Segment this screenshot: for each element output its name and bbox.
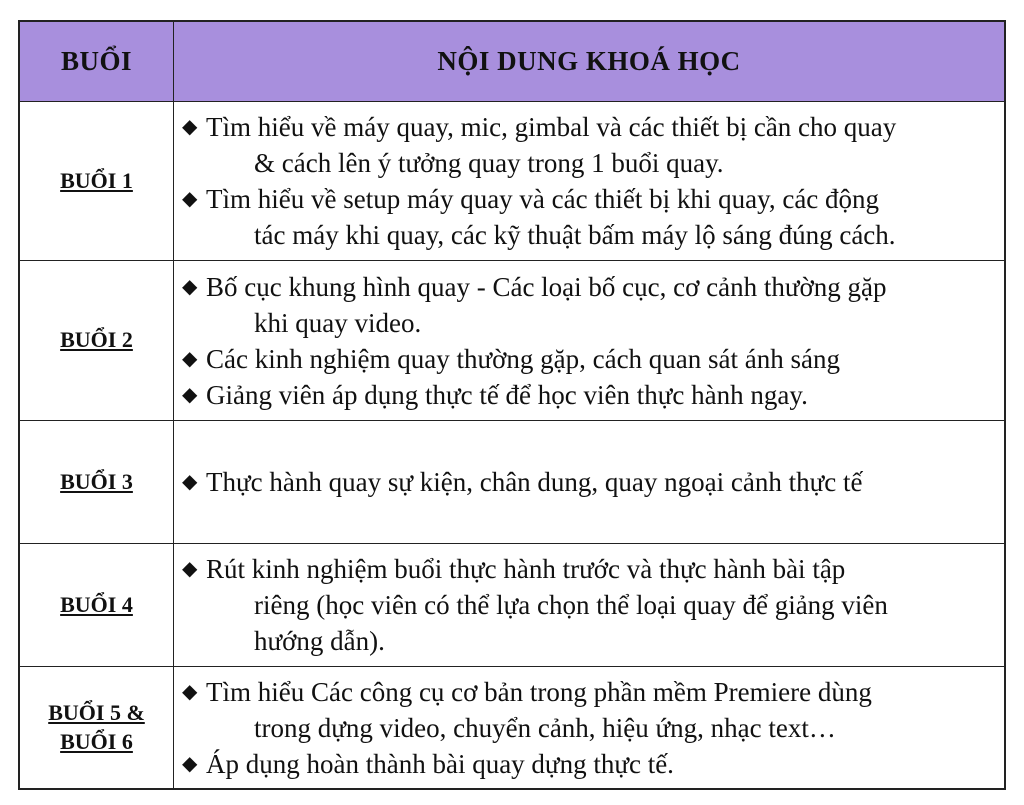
- list-item: ◆ Tìm hiểu về máy quay, mic, gimbal và các thiết bị cần cho quay & cách lên ý tưởng quay trong 1 buổi quay.: [182, 109, 994, 181]
- session-3-label: BUỔI 3: [20, 421, 174, 544]
- course-table: [18, 20, 1006, 790]
- session-3-content: [174, 421, 1004, 544]
- header-content: NỘI DUNG KHOÁ HỌC: [174, 22, 1004, 102]
- header-session: BUỔI: [20, 22, 174, 102]
- session-4-label: BUỔI 4: [20, 544, 174, 667]
- diamond-bullet-icon: ◆: [182, 558, 198, 580]
- diamond-bullet-icon: ◆: [182, 383, 198, 406]
- session-5-6-label: BUỔI 5 & BUỔI 6: [20, 667, 174, 788]
- diamond-bullet-icon: ◆: [182, 275, 198, 298]
- diamond-bullet-icon: ◆: [182, 752, 198, 775]
- session-5-6-content: [174, 667, 1004, 788]
- list-item: ◆ Các kinh nghiệm quay thường gặp, cách quan sát ánh sáng: [182, 341, 994, 377]
- session-2-label: BUỔI 2: [20, 261, 174, 421]
- list-item: ◆ Áp dụng hoàn thành bài quay dựng thực tế.: [182, 746, 994, 782]
- list-item: ◆ Tìm hiểu Các công cụ cơ bản trong phần mềm Premiere dùng trong dựng video, chuyển cảnh, hiệu ứng, nhạc text…: [182, 674, 994, 746]
- diamond-bullet-icon: ◆: [182, 116, 198, 138]
- list-item: ◆ Tìm hiểu về setup máy quay và các thiết bị khi quay, các động tác máy khi quay, các kỹ thuật bấm máy lộ sáng đúng cách.: [182, 181, 994, 253]
- session-2-content: [174, 261, 1004, 421]
- list-item: ◆ Bố cục khung hình quay - Các loại bố cục, cơ cảnh thường gặp khi quay video.: [182, 269, 994, 341]
- session-1-content: [174, 102, 1004, 261]
- diamond-bullet-icon: ◆: [182, 680, 198, 703]
- list-item: ◆ Thực hành quay sự kiện, chân dung, quay ngoại cảnh thực tế: [182, 464, 994, 500]
- diamond-bullet-icon: ◆: [182, 347, 198, 370]
- session-1-label: BUỔI 1: [20, 102, 174, 261]
- list-item: ◆ Giảng viên áp dụng thực tế để học viên thực hành ngay.: [182, 377, 994, 413]
- session-4-content: [174, 544, 1004, 667]
- list-item: ◆ Rút kinh nghiệm buổi thực hành trước và thực hành bài tập riêng (học viên có thể lựa chọn thể loại quay để giảng viên hướng dẫn).: [182, 551, 994, 659]
- diamond-bullet-icon: ◆: [182, 471, 198, 493]
- diamond-bullet-icon: ◆: [182, 188, 198, 210]
